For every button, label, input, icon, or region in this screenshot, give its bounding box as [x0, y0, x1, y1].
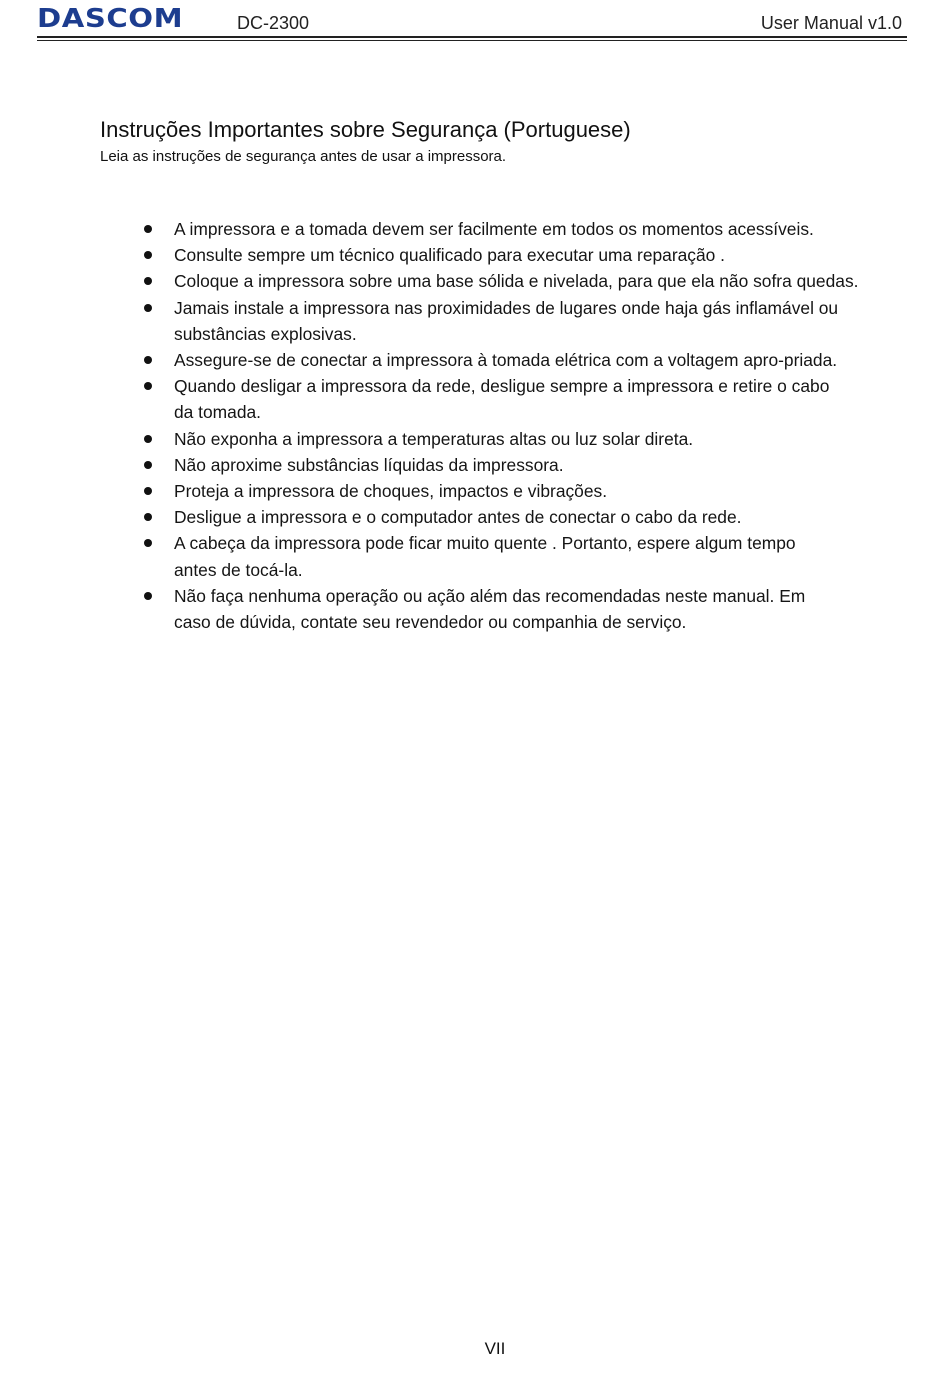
bullet-icon: [144, 513, 152, 521]
dascom-logo: DASCOM: [37, 4, 184, 34]
section-title: Instruções Importantes sobre Segurança (Portuguese): [100, 117, 631, 142]
list-item-text: Não aproxime substâncias líquidas da impressora.: [174, 454, 564, 475]
list-item: [140, 426, 920, 452]
bullet-icon: [144, 592, 152, 600]
list-item-text: caso de dúvida, contate seu revendedor ou companhia de serviço.: [174, 612, 687, 633]
list-item: [140, 347, 920, 373]
list-item-text: antes de tocá-la.: [174, 559, 303, 580]
list-item-text: A cabeça da impressora pode ficar muito quente . Portanto, espere algum tempo: [174, 533, 796, 554]
bullet-icon: [144, 461, 152, 469]
section-subtitle: Leia as instruções de segurança antes de usar a impressora.: [100, 148, 507, 165]
list-item-text: da tomada.: [174, 402, 262, 423]
list-item-text: Proteja a impressora de choques, impactos e vibrações.: [174, 481, 608, 502]
list-item-text: Não exponha a impressora a temperaturas altas ou luz solar direta.: [174, 428, 694, 449]
list-item-text: Jamais instale a impressora nas proximidades de lugares onde haja gás inflamável ou: [174, 297, 839, 318]
list-item: [140, 295, 920, 347]
bullet-icon: [144, 277, 152, 285]
list-item-text: Coloque a impressora sobre uma base sólida e nivelada, para que ela não sofra quedas.: [174, 271, 859, 292]
list-item: [140, 216, 920, 242]
list-item-text: Consulte sempre um técnico qualificado para executar uma reparação .: [174, 245, 725, 266]
list-item: [140, 373, 920, 425]
list-item-text: A impressora e a tomada devem ser facilmente em todos os momentos acessíveis.: [174, 219, 814, 239]
page-number: VII: [484, 1339, 506, 1358]
list-item-text: Quando desligar a impressora da rede, desligue sempre a impressora e retire o cabo: [174, 376, 830, 397]
list-item: [140, 268, 920, 294]
list-item-text: Não faça nenhuma operação ou ação além das recomendadas neste manual. Em: [174, 585, 806, 606]
list-item: [140, 242, 920, 268]
list-item: [140, 583, 920, 635]
list-item: [140, 504, 920, 530]
bullet-icon: [144, 356, 152, 364]
model-name: DC-2300: [237, 13, 310, 33]
bullet-icon: [144, 251, 152, 259]
bullet-icon: [144, 435, 152, 443]
bullet-icon: [144, 304, 152, 312]
list-item-text: substâncias explosivas.: [174, 323, 357, 344]
bullet-icon: [144, 539, 152, 547]
bullet-icon: [144, 382, 152, 390]
list-item-text: Desligue a impressora e o computador antes de conectar o cabo da rede.: [174, 507, 742, 528]
list-item: [140, 530, 920, 582]
manual-version: User Manual v1.0: [760, 13, 902, 33]
header-rule: [37, 36, 907, 38]
list-item: [140, 452, 920, 478]
list-item-text: Assegure-se de conectar a impressora à tomada elétrica com a voltagem apro-priada.: [174, 350, 838, 371]
safety-instructions-list: [140, 216, 920, 635]
bullet-icon: [144, 225, 152, 233]
page-header: [37, 6, 907, 44]
bullet-icon: [144, 487, 152, 495]
header-rule-thin: [37, 40, 907, 41]
list-item: [140, 478, 920, 504]
